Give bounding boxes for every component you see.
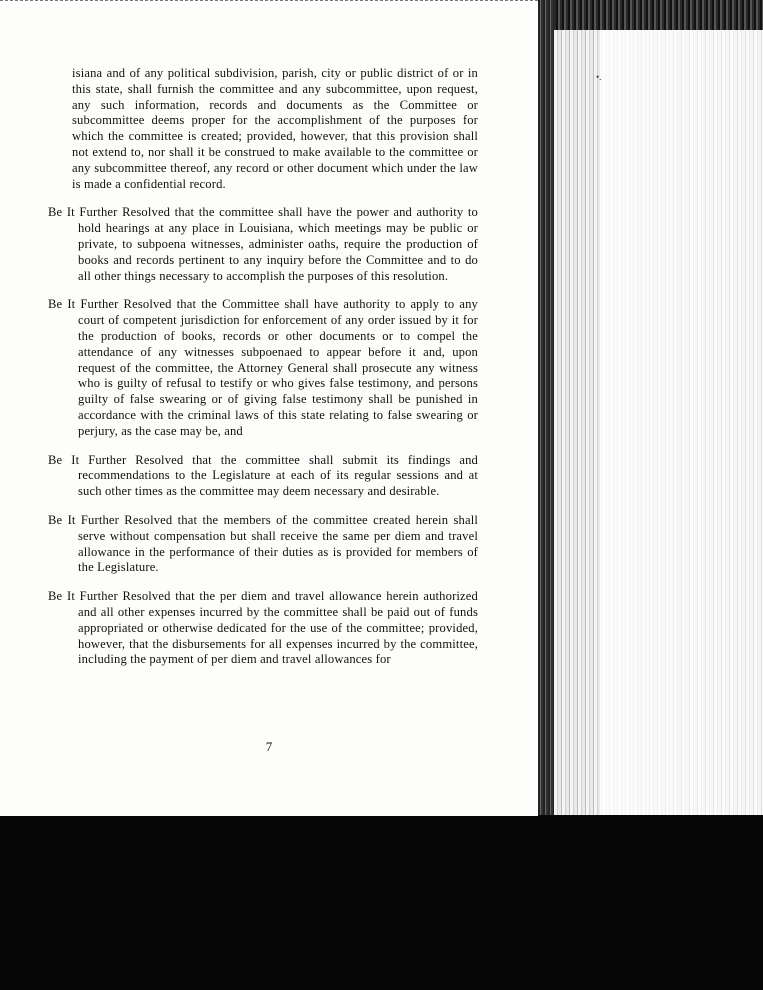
paragraph-findings: Be It Further Resolved that the committee shall submit its findings and recommendations to the Legislature at each of its regular sessions and at such other times as the committee may deem necessary and desirable.: [48, 452, 478, 499]
scanner-bed: [0, 815, 763, 990]
document-page: [0, 6, 538, 816]
paragraph-continued: isiana and of any political subdivision, parish, city or public district of or in this state, shall furnish the committee and any subcommittee, upon request, any such information, records and documents as the Committee or subcommittee deems proper for the accomplishment of the purposes for which the committee is created; provided, however, that this provision shall not extend to, nor shall it be construed to make available to the committee or any subcommittee thereof, any record or other document which under the law is made a confidential record.: [72, 66, 478, 191]
paragraph-compensation: Be It Further Resolved that the members of the committee created herein shall serve without compensation but shall receive the same per diem and travel allowance in the performance of their duties as is provided for members of the Legislature.: [48, 512, 478, 575]
dust-speck: •.: [596, 72, 602, 82]
scanner-top-strip: [538, 0, 763, 30]
paragraph-expenses: Be It Further Resolved that the per diem and travel allowance herein authorized and all other expenses incurred by the committee shall be paid out of funds appropriated or otherwise dedicated for the use of the committee; provided, however, that the disbursements for all expenses incurred by the committee, including the payment of per diem and travel allowances for: [48, 589, 478, 667]
page-body: [48, 66, 478, 681]
paragraph-hearings: Be It Further Resolved that the committee shall have the power and authority to hold hearings at any place in Louisiana, which meetings may be public or private, to subpoena witnesses, administer oaths, require the production of books and records pertinent to any inquiry before the Committee and to do all other things necessary to accomplish the purposes of this resolution.: [48, 205, 478, 283]
page-number: 7: [265, 739, 273, 754]
paragraph-enforcement: Be It Further Resolved that the Committee shall have authority to apply to any court of competent jurisdiction for enforcement of any order issued by it for the production of books, records or other documents or to compel the attendance of any witnesses subpoenaed to appear before it and, upon request of the committee, the Attorney General shall prosecute any witness who is guilty of refusal to testify or who gives false testimony, and persons guilty of false swearing or of giving false testimony shall be punished in accordance with the criminal laws of this state relating to false swearing or perjury, as the case may be, and: [48, 297, 478, 438]
